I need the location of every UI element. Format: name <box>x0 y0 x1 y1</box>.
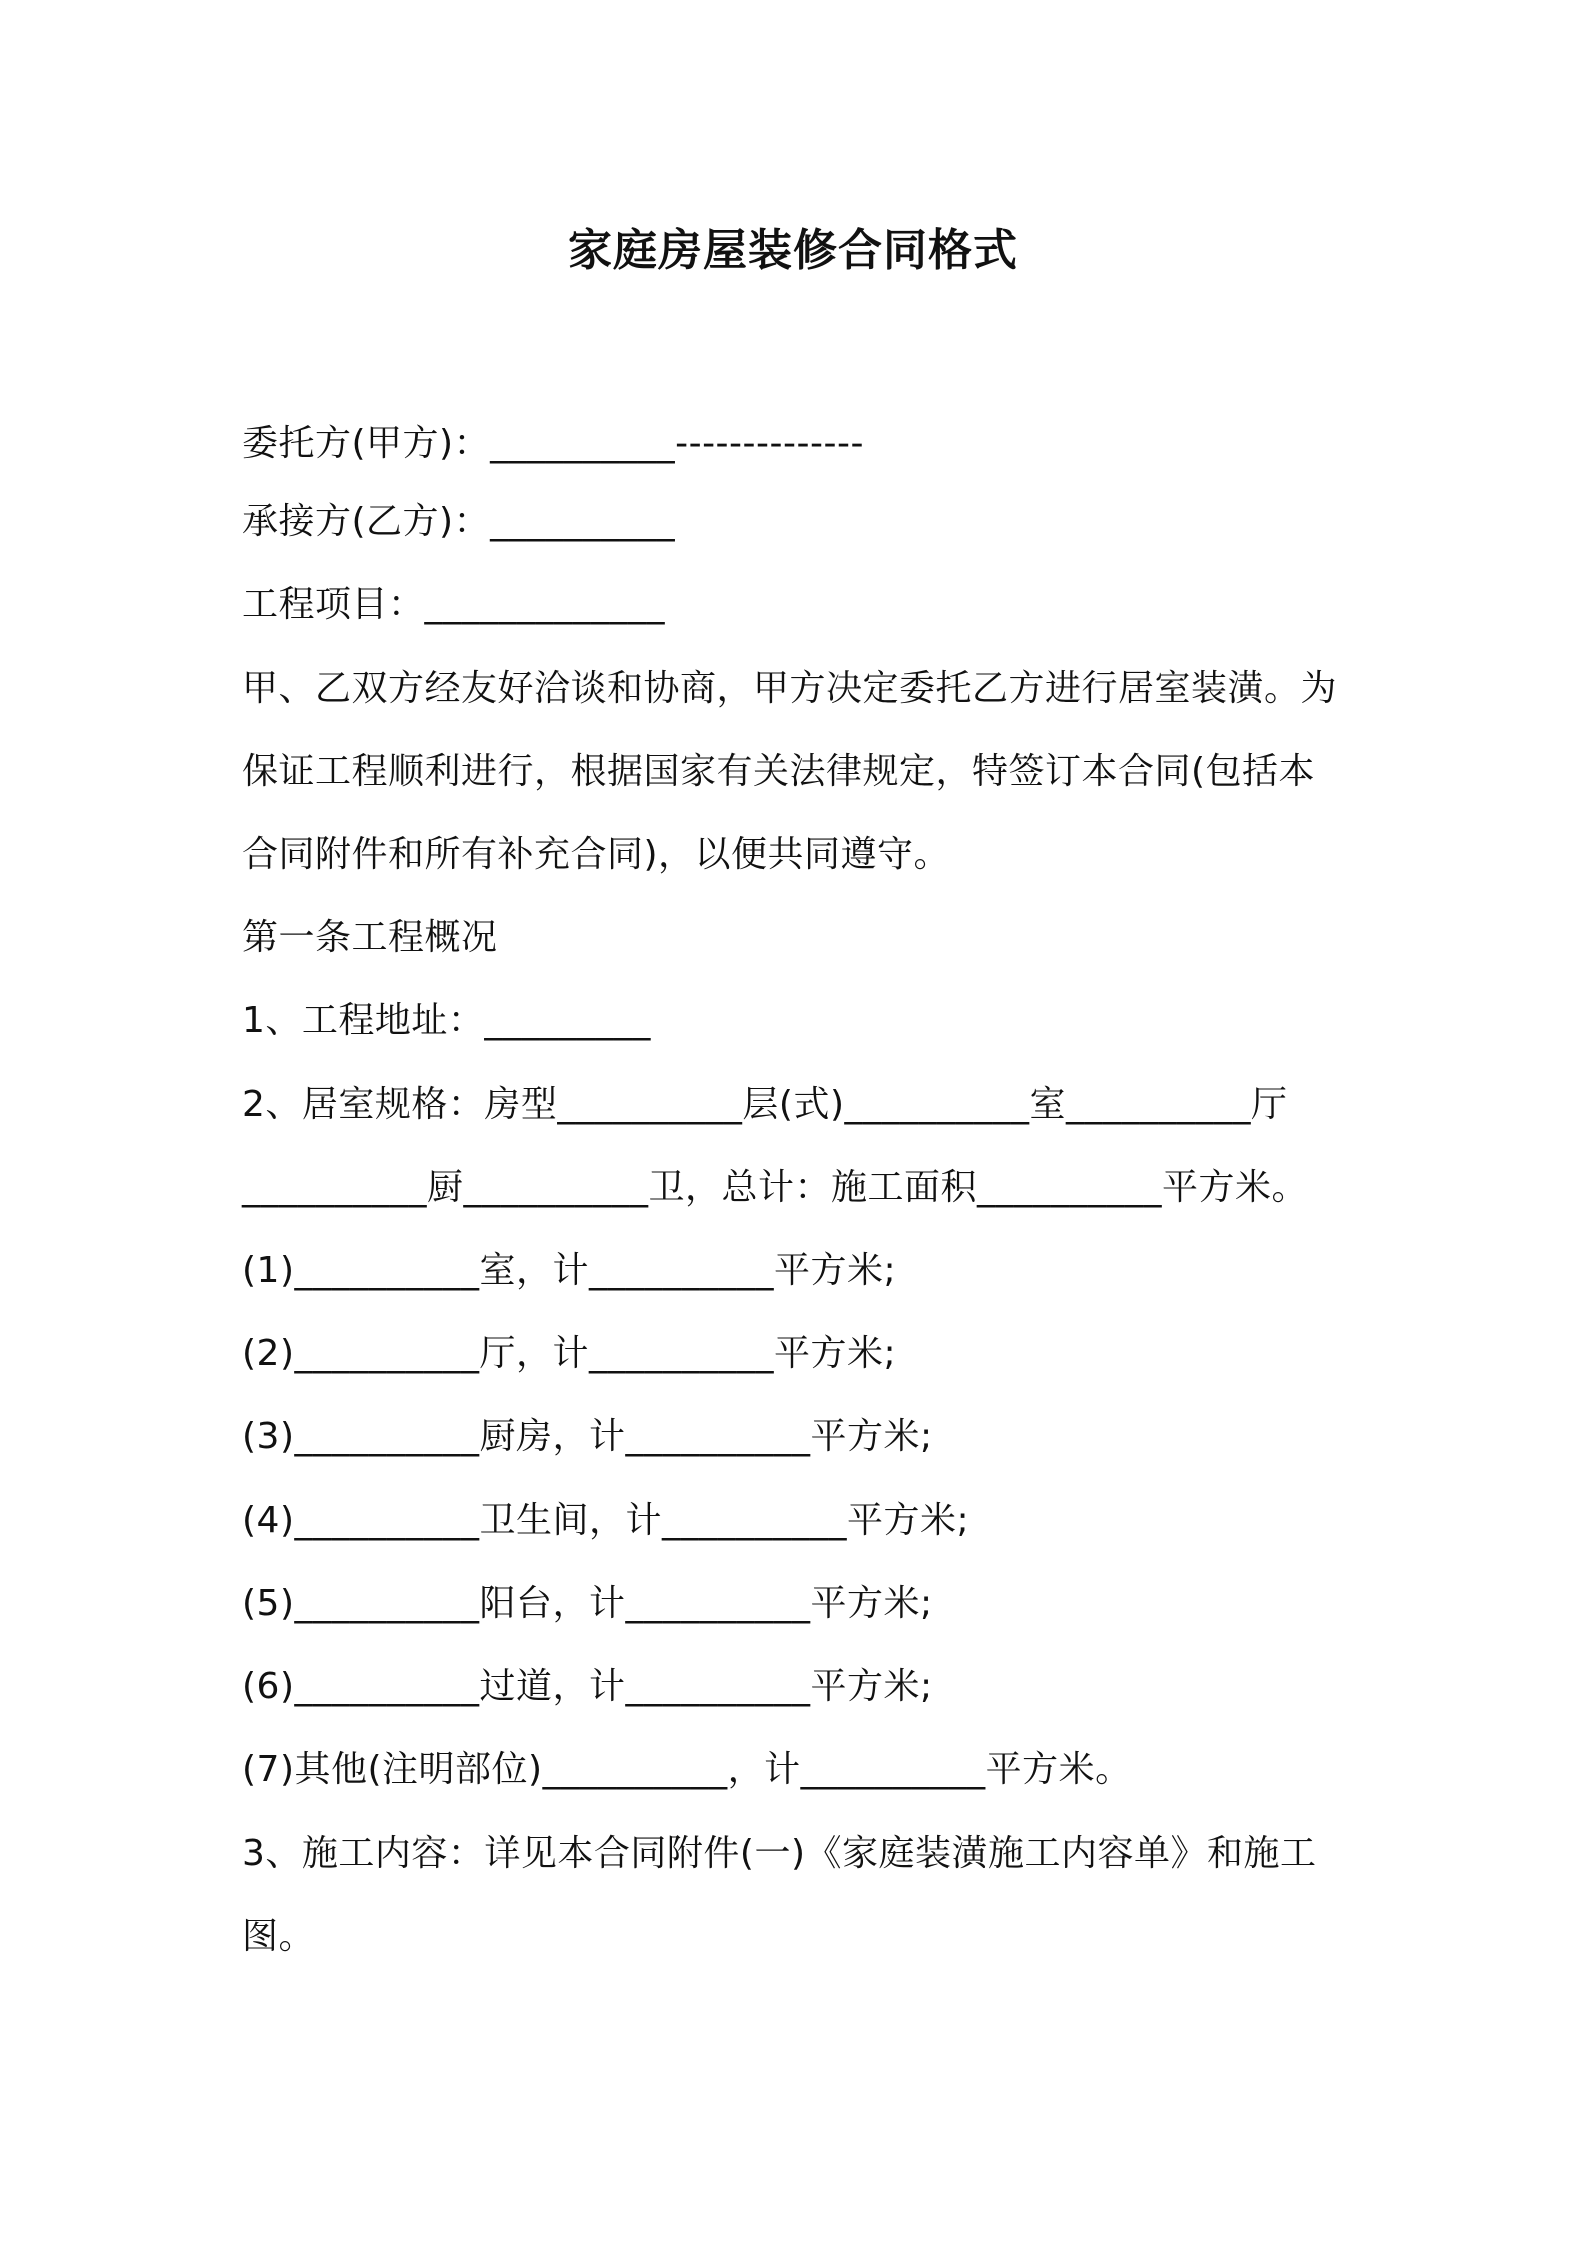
project-address-line: 1、工程地址：_________ <box>242 1000 651 1041</box>
area-item-3: (3)__________厨房，计__________平方米; <box>242 1416 933 1457</box>
area-item-6: (6)__________过道，计__________平方米; <box>242 1666 933 1707</box>
room-spec-line-2: __________厨__________卫，总计：施工面积__________平方米。 <box>242 1167 1309 1208</box>
area-item-7: (7)其他(注明部位)__________，计__________平方米。 <box>242 1749 1132 1790</box>
area-item-2: (2)__________厅，计__________平方米; <box>242 1333 897 1374</box>
client-party-line: 委托方(甲方)：__________-------------- <box>242 423 864 464</box>
contractor-party-line: 承接方(乙方)：__________ <box>242 501 676 542</box>
project-line: 工程项目：_____________ <box>242 584 666 625</box>
work-content-line-2: 图。 <box>242 1916 316 1957</box>
work-content-line-1: 3、施工内容：详见本合同附件(一)《家庭装潢施工内容单》和施工 <box>242 1833 1317 1874</box>
preamble-line-2: 保证工程顺利进行，根据国家有关法律规定，特签订本合同(包括本 <box>242 751 1316 792</box>
preamble-line-3: 合同附件和所有补充合同)，以便共同遵守。 <box>242 834 951 875</box>
room-spec-line-1: 2、居室规格：房型__________层(式)__________室__________厅 <box>242 1084 1288 1125</box>
page-title: 家庭房屋装修合同格式 <box>568 225 1018 276</box>
preamble-line-1: 甲、乙双方经友好洽谈和协商，甲方决定委托乙方进行居室装潢。为 <box>242 668 1338 709</box>
section-heading: 第一条工程概况 <box>242 917 498 958</box>
area-item-1: (1)__________室，计__________平方米; <box>242 1250 897 1291</box>
area-item-5: (5)__________阳台，计__________平方米; <box>242 1583 933 1624</box>
area-item-4: (4)__________卫生间，计__________平方米; <box>242 1500 970 1541</box>
